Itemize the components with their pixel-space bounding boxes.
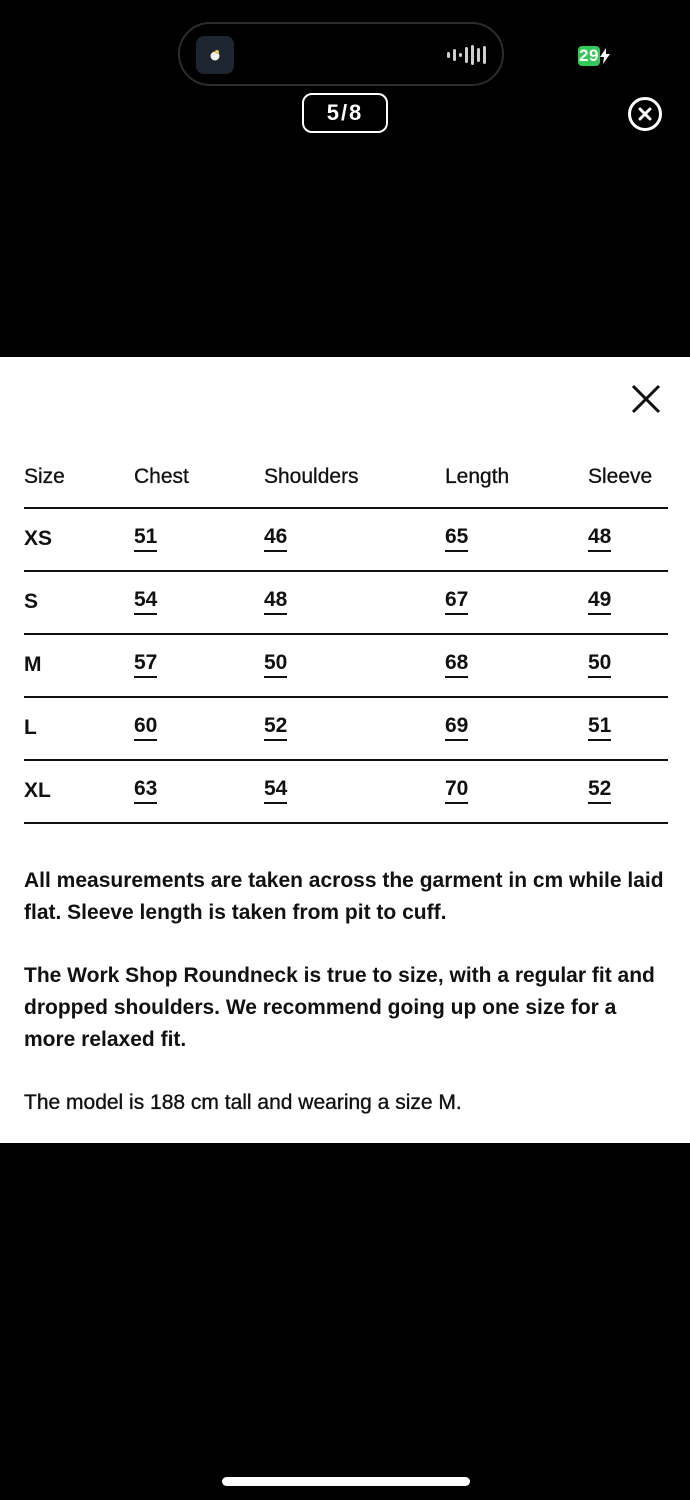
length-value: 67 bbox=[445, 588, 468, 615]
chest-value: 57 bbox=[134, 651, 157, 678]
table-row bbox=[24, 696, 668, 761]
header-size: Size bbox=[24, 465, 65, 488]
size-label: M bbox=[24, 652, 42, 676]
close-circle-icon[interactable] bbox=[628, 97, 662, 131]
sleeve-value: 50 bbox=[588, 651, 611, 678]
app-logo-icon bbox=[208, 48, 222, 62]
fit-note: The Work Shop Roundneck is true to size, with a regular fit and dropped shoulders. We recommend going up one size for a more relaxed fit. bbox=[24, 964, 655, 1051]
chest-value: 63 bbox=[134, 777, 157, 804]
sleeve-value: 48 bbox=[588, 525, 611, 552]
chest-value: 60 bbox=[134, 714, 157, 741]
sleeve-value: 52 bbox=[588, 777, 611, 804]
chest-value: 51 bbox=[134, 525, 157, 552]
home-indicator[interactable] bbox=[222, 1477, 470, 1486]
bolt-icon bbox=[600, 48, 610, 64]
size-label: XS bbox=[24, 526, 53, 550]
table-row bbox=[24, 570, 668, 635]
size-label: L bbox=[24, 715, 37, 739]
length-value: 69 bbox=[445, 714, 468, 741]
dynamic-island[interactable] bbox=[178, 22, 504, 86]
table-row bbox=[24, 633, 668, 698]
shoulders-value: 46 bbox=[264, 525, 287, 552]
table-row bbox=[24, 507, 668, 572]
measurement-note: All measurements are taken across the garment in cm while laid flat. Sleeve length is taken from pit to cuff. bbox=[24, 869, 664, 924]
battery-indicator bbox=[578, 44, 610, 68]
shoulders-value: 54 bbox=[264, 777, 287, 804]
table-row bbox=[24, 759, 668, 824]
model-note: The model is 188 cm tall and wearing a size M. bbox=[24, 1091, 462, 1114]
sleeve-value: 49 bbox=[588, 588, 611, 615]
size-label: S bbox=[24, 589, 39, 613]
audio-waveform-icon bbox=[447, 44, 486, 66]
shoulders-value: 50 bbox=[264, 651, 287, 678]
shoulders-value: 48 bbox=[264, 588, 287, 615]
close-icon[interactable] bbox=[628, 381, 664, 417]
shoulders-value: 52 bbox=[264, 714, 287, 741]
size-label: XL bbox=[24, 778, 51, 802]
sleeve-value: 51 bbox=[588, 714, 611, 741]
length-value: 70 bbox=[445, 777, 468, 804]
length-value: 68 bbox=[445, 651, 468, 678]
length-value: 65 bbox=[445, 525, 468, 552]
battery-level: 29 bbox=[579, 46, 599, 65]
app-thumbnail[interactable] bbox=[196, 36, 234, 74]
image-counter: 5/8 bbox=[302, 93, 388, 133]
measurement-notes bbox=[24, 865, 670, 1150]
header-chest: Chest bbox=[134, 465, 189, 488]
header-length: Length bbox=[445, 465, 510, 488]
table-header bbox=[24, 447, 668, 509]
header-shoulders: Shoulders bbox=[264, 465, 359, 488]
chest-value: 54 bbox=[134, 588, 157, 615]
header-sleeve: Sleeve bbox=[588, 465, 653, 488]
size-chart-sheet bbox=[0, 357, 690, 1143]
